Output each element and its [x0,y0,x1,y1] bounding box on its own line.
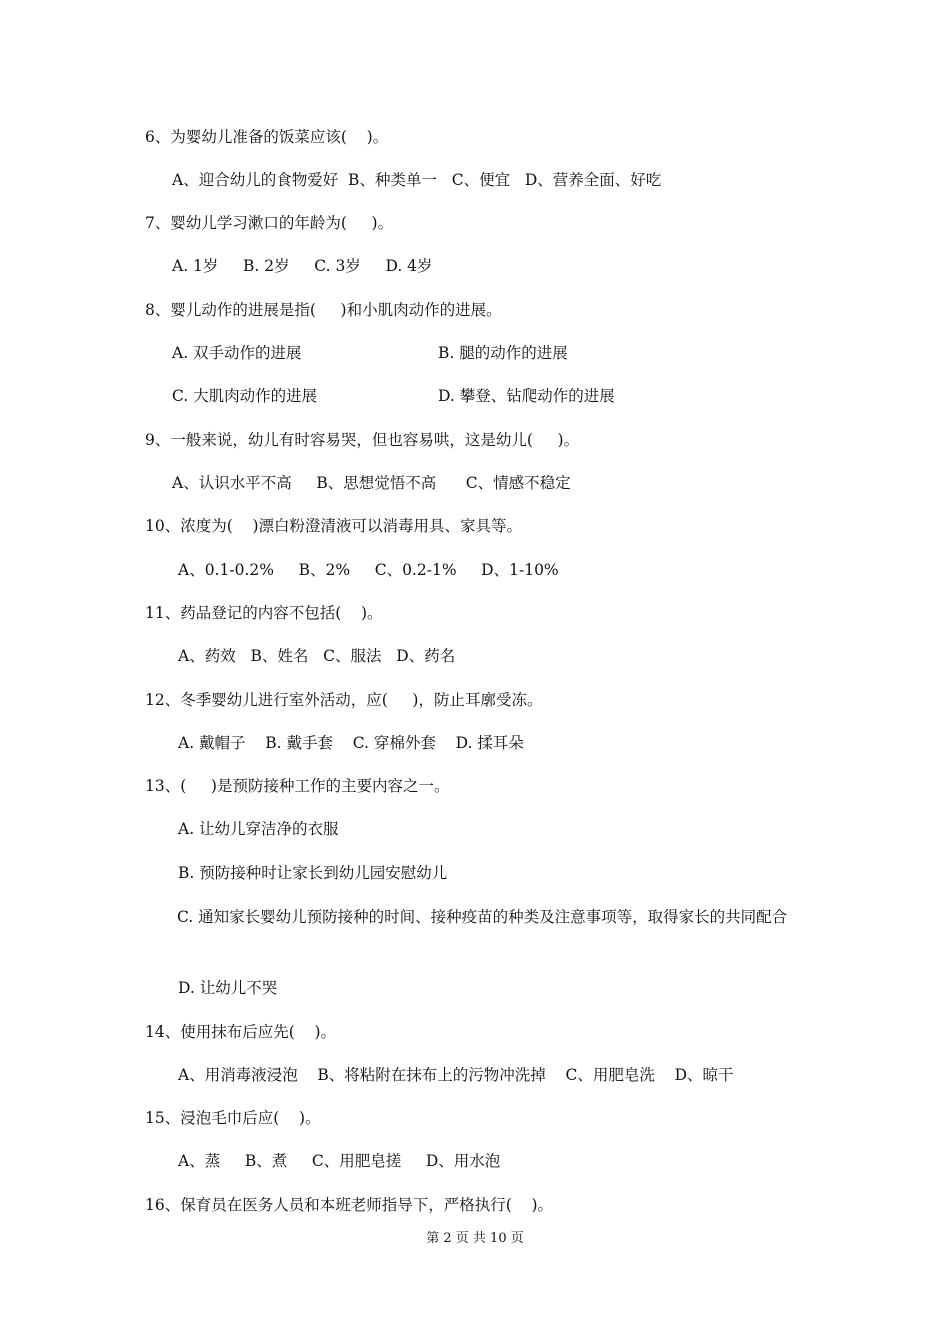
question-13-option-a: A. 让幼儿穿洁净的衣服 [178,820,339,838]
question-13-option-d: D. 让幼儿不哭 [178,979,278,997]
question-13-option-b: B. 预防接种时让家长到幼儿园安慰幼儿 [178,864,448,882]
question-9-options: A、认识水平不高 B、思想觉悟不高 C、情感不稳定 [172,474,571,492]
question-15-stem: 15、浸泡毛巾后应( )。 [145,1109,321,1127]
question-10-options: A、0.1-0.2% B、2% C、0.2-1% D、1-10% [178,561,559,579]
question-7-options: A. 1岁 B. 2岁 C. 3岁 D. 4岁 [172,257,433,275]
question-15-options: A、蒸 B、煮 C、用肥皂搓 D、用水泡 [178,1152,501,1170]
question-8-option-b: B. 腿的动作的进展 [438,344,568,362]
question-6-stem: 6、为婴幼儿准备的饭菜应该( )。 [145,128,389,146]
question-9-stem: 9、一般来说，幼儿有时容易哭，但也容易哄，这是幼儿( )。 [145,431,580,449]
question-6-options: A、迎合幼儿的食物爱好 B、种类单一 C、便宜 D、营养全面、好吃 [172,171,662,189]
question-8-option-a: A. 双手动作的进展 [172,344,302,362]
question-12-stem: 12、冬季婴幼儿进行室外活动，应( )，防止耳廓受冻。 [145,691,543,709]
question-16-stem: 16、保育员在医务人员和本班老师指导下，严格执行( )。 [145,1196,554,1214]
question-12-options: A. 戴帽子 B. 戴手套 C. 穿棉外套 D. 揉耳朵 [178,734,524,752]
question-11-options: A、药效 B、姓名 C、服法 D、药名 [178,647,456,665]
question-11-stem: 11、药品登记的内容不包括( )。 [145,604,383,622]
question-8-option-d: D. 攀登、钻爬动作的进展 [438,387,615,405]
question-10-stem: 10、浓度为( )漂白粉澄清液可以消毒用具、家具等。 [145,517,523,535]
page-footer: 第 2 页 共 10 页 [426,1231,524,1246]
question-13-option-c: C. 通知家长婴幼儿预防接种的时间、接种疫苗的种类及注意事项等，取得家长的共同配合 [177,908,788,926]
question-14-stem: 14、使用抹布后应先( )。 [145,1023,337,1041]
question-14-options: A、用消毒液浸泡 B、将粘附在抹布上的污物冲洗掉 C、用肥皂洗 D、晾干 [178,1066,734,1084]
question-8-option-c: C. 大肌肉动作的进展 [172,387,318,405]
question-13-stem: 13、( )是预防接种工作的主要内容之一。 [145,777,450,795]
question-8-stem: 8、婴儿动作的进展是指( )和小肌肉动作的进展。 [145,301,502,319]
question-7-stem: 7、婴幼儿学习漱口的年龄为( )。 [145,214,394,232]
